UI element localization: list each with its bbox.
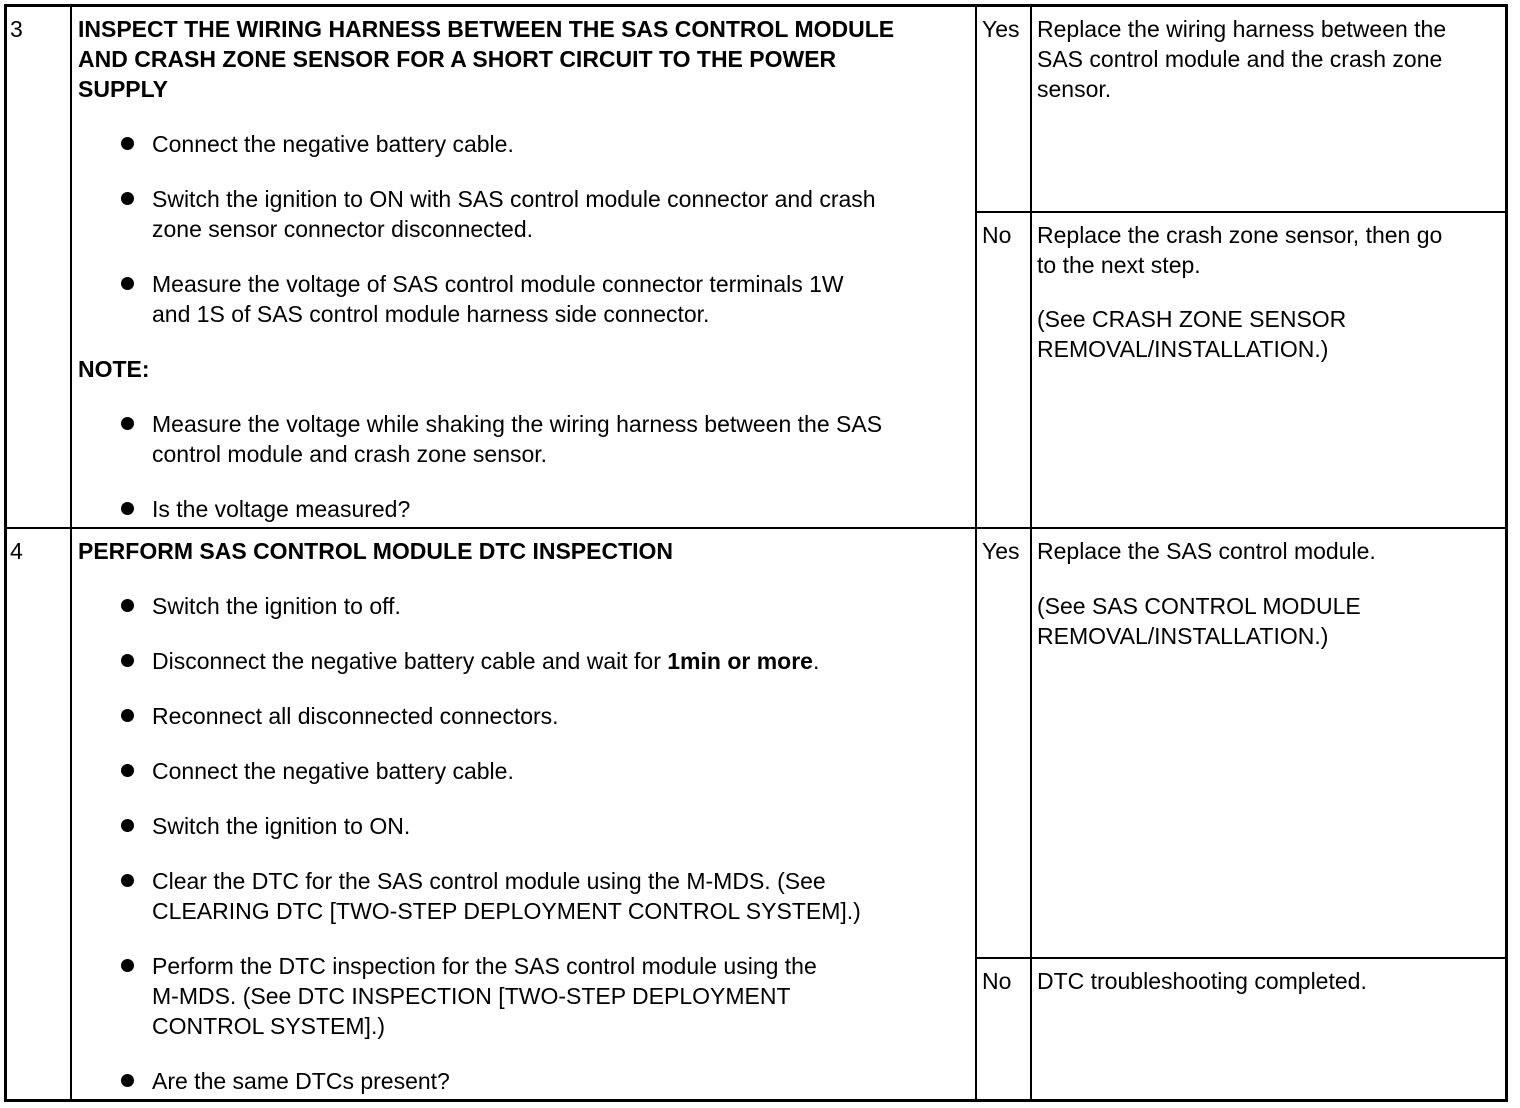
- instruction-text: CLEARING DTC [TWO-STEP DEPLOYMENT CONTROL SYSTEM].): [152, 898, 861, 924]
- bullet-icon: [121, 502, 134, 515]
- instruction-text: [152, 646, 819, 676]
- row4-yes-no-divider: [975, 957, 1508, 959]
- no-label: No: [982, 222, 1012, 248]
- column-divider-inspection: [975, 4, 977, 1102]
- yes-action-text: sensor.: [1037, 76, 1112, 102]
- no-label: No: [982, 968, 1012, 994]
- yes-label: Yes: [982, 16, 1020, 42]
- no-action-text: DTC troubleshooting completed.: [1037, 968, 1367, 994]
- column-divider-result: [1030, 4, 1032, 1102]
- bullet-icon: [121, 277, 134, 290]
- table-border-bottom: [4, 1099, 1508, 1102]
- reference-text: REMOVAL/INSTALLATION.): [1037, 336, 1329, 362]
- instruction-text-part: Disconnect the negative battery cable and wait for: [152, 648, 668, 674]
- no-action-text: Replace the crash zone sensor, then go: [1037, 222, 1443, 248]
- bullet-icon: [121, 959, 134, 972]
- instruction-text: Switch the ignition to off.: [152, 593, 401, 619]
- bullet-icon: [121, 192, 134, 205]
- bullet-icon: [121, 1074, 134, 1087]
- step-title: PERFORM SAS CONTROL MODULE DTC INSPECTION: [78, 538, 674, 564]
- table-border-left: [4, 4, 7, 1102]
- instruction-text: Are the same DTCs present?: [152, 1068, 450, 1094]
- bullet-icon: [121, 709, 134, 722]
- row-divider: [4, 527, 1508, 529]
- instruction-text: Is the voltage measured?: [152, 496, 411, 522]
- instruction-text: Switch the ignition to ON with SAS control module connector and crash: [152, 186, 876, 212]
- instruction-text: Connect the negative battery cable.: [152, 131, 514, 157]
- step-title-line: INSPECT THE WIRING HARNESS BETWEEN THE SAS CONTROL MODULE: [78, 16, 895, 42]
- step-number: 4: [10, 538, 23, 564]
- table-border-right: [1505, 4, 1508, 1102]
- instruction-text-tail: .: [812, 648, 820, 674]
- bullet-icon: [121, 137, 134, 150]
- step-title-line: AND CRASH ZONE SENSOR FOR A SHORT CIRCUIT TO THE POWER: [78, 46, 837, 72]
- instruction-text: control module and crash zone sensor.: [152, 441, 548, 467]
- bullet-icon: [121, 599, 134, 612]
- reference-text: (See SAS CONTROL MODULE: [1037, 593, 1361, 619]
- bullet-icon: [121, 819, 134, 832]
- reference-text: REMOVAL/INSTALLATION.): [1037, 623, 1329, 649]
- bullet-icon: [121, 654, 134, 667]
- yes-action-text: Replace the wiring harness between the: [1037, 16, 1447, 42]
- step-title-line: SUPPLY: [78, 76, 168, 102]
- step-number: 3: [10, 16, 23, 42]
- instruction-text: and 1S of SAS control module harness side connector.: [152, 301, 710, 327]
- instruction-text: Reconnect all disconnected connectors.: [152, 703, 559, 729]
- instruction-text: zone sensor connector disconnected.: [152, 216, 534, 242]
- no-action-text: to the next step.: [1037, 252, 1201, 278]
- instruction-text: Measure the voltage of SAS control module connector terminals 1W: [152, 271, 844, 297]
- instruction-text: Switch the ignition to ON.: [152, 813, 411, 839]
- bullet-icon: [121, 764, 134, 777]
- yes-label: Yes: [982, 538, 1020, 564]
- instruction-text: Measure the voltage while shaking the wiring harness between the SAS: [152, 411, 883, 437]
- table-border-top: [4, 4, 1508, 7]
- instruction-text: CONTROL SYSTEM].): [152, 1013, 385, 1039]
- bold-emphasis: 1min or more: [667, 648, 813, 674]
- reference-text: (See CRASH ZONE SENSOR: [1037, 306, 1347, 332]
- yes-action-text: Replace the SAS control module.: [1037, 538, 1376, 564]
- bullet-icon: [121, 417, 134, 430]
- instruction-text: Connect the negative battery cable.: [152, 758, 514, 784]
- instruction-text: Perform the DTC inspection for the SAS control module using the: [152, 953, 817, 979]
- instruction-text: Clear the DTC for the SAS control module using the M-MDS. (See: [152, 868, 826, 894]
- column-divider-step: [70, 4, 72, 1102]
- row3-yes-no-divider: [975, 211, 1508, 213]
- yes-action-text: SAS control module and the crash zone: [1037, 46, 1443, 72]
- bullet-icon: [121, 874, 134, 887]
- instruction-text: M-MDS. (See DTC INSPECTION [TWO-STEP DEPLOYMENT: [152, 983, 791, 1009]
- note-label: NOTE:: [78, 356, 150, 382]
